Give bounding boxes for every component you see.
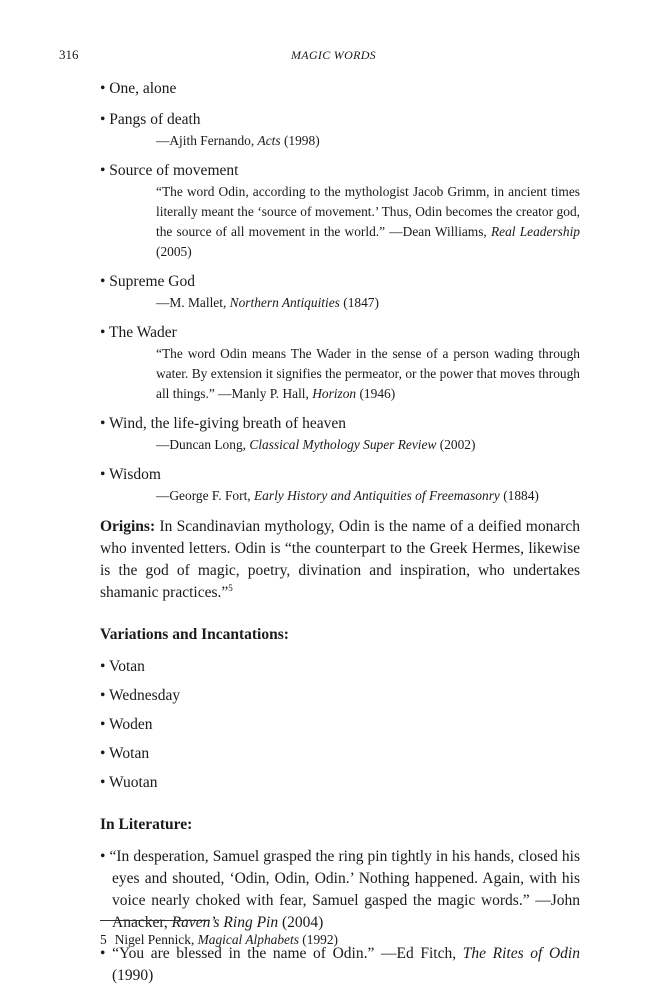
citation-text: —George F. Fort, <box>156 488 254 503</box>
variation-item: • Woden <box>100 716 153 733</box>
list-item <box>100 413 580 455</box>
citation <box>156 131 580 151</box>
citation-text: “The word Odin, according to the mythologist Jacob Grimm, in ancient times literally meant the ‘source of movement.’ Thus, Odin becomes the creator god, the source of all movement in the world.” —Dean Williams, <box>156 184 580 239</box>
citation-text: —M. Mallet, <box>156 295 230 310</box>
meaning-term: • Wind, the life-giving breath of heaven <box>100 415 346 432</box>
page-number: 316 <box>59 47 79 62</box>
footnote-number: 5 <box>100 932 107 947</box>
meaning-term: • The Wader <box>100 324 177 341</box>
citation-source: Classical Mythology Super Review <box>249 437 437 452</box>
list-item <box>100 160 580 262</box>
citation <box>156 435 580 455</box>
literature-text: • “In desperation, Samuel grasped the ring pin tightly in his hands, closed his eyes and shouted, ‘Odin, Odin, Odin.’ Nothing happened. Again, with his voice nearly choked with fear, Samuel gasped the magic words.” —John Anacker, <box>100 848 580 931</box>
list-item <box>100 271 580 313</box>
citation-source: Real Leadership <box>490 224 580 239</box>
literature-year: (1990) <box>112 967 154 984</box>
literature-item <box>100 943 580 987</box>
origins-paragraph <box>100 516 580 604</box>
meaning-term: • Source of movement <box>100 162 239 179</box>
citation <box>156 486 580 506</box>
citation-year: (2005) <box>156 244 192 259</box>
citation-text: —Ajith Fernando, <box>156 133 258 148</box>
citation-year: (1884) <box>499 488 539 503</box>
citation-text: “The word Odin means The Wader in the sense of a person wading through water. By extension it signifies the permeator, or the power that moves through all things.” —Manly P. Hall, <box>156 346 580 401</box>
citation-source: Early History and Antiquities of Freemasonry <box>254 488 500 503</box>
meaning-term: • Pangs of death <box>100 111 201 128</box>
variation-item: • Wuotan <box>100 774 158 791</box>
running-title: MAGIC WORDS <box>291 48 376 62</box>
citation-year: (1847) <box>339 295 379 310</box>
variations-heading: Variations and Incantations: <box>100 626 289 643</box>
variation-item: • Wotan <box>100 745 150 762</box>
list-item <box>100 464 580 506</box>
citation-source: Northern Antiquities <box>229 295 340 310</box>
citation-year: (2002) <box>436 437 476 452</box>
literature-heading: In Literature: <box>100 816 193 833</box>
literature-text: • “You are blessed in the name of Odin.” —Ed Fitch, <box>100 945 463 962</box>
footnote-source: Magical Alphabets <box>197 932 299 947</box>
origins-text: In Scandinavian mythology, Odin is the name of a deified monarch who invented letters. Odin is “the counterpart to the Greek Hermes, likewise is the god of magic, poetry, divination and inspiration, who undertakes shamanic practices.” <box>100 518 580 601</box>
citation-year: (1946) <box>356 386 396 401</box>
list-item <box>100 109 580 151</box>
meaning-term: • Supreme God <box>100 273 195 290</box>
citation <box>156 344 580 404</box>
footnote <box>100 932 338 948</box>
citation-source: Horizon <box>312 386 357 401</box>
meaning-term: • Wisdom <box>100 466 161 483</box>
page-body <box>100 78 580 996</box>
literature-source: The Rites of Odin <box>462 945 580 962</box>
citation-text: —Duncan Long, <box>156 437 250 452</box>
footnote-author: Nigel Pennick, <box>114 932 198 947</box>
citation-source: Acts <box>257 133 281 148</box>
literature-year: (2004) <box>278 914 324 931</box>
list-item <box>100 78 580 100</box>
variation-item: • Wednesday <box>100 687 181 704</box>
list-item <box>100 322 580 404</box>
variation-item: • Votan <box>100 658 145 675</box>
footnote-divider <box>100 920 210 921</box>
citation <box>156 293 580 313</box>
page-header <box>0 47 667 67</box>
meaning-term: • One, alone <box>100 80 177 97</box>
citation <box>156 182 580 262</box>
citation-year: (1998) <box>280 133 320 148</box>
footnote-ref: 5 <box>228 582 233 593</box>
literature-source: Raven’s Ring Pin <box>171 914 279 931</box>
footnote-year: (1992) <box>298 932 338 947</box>
origins-label: Origins: <box>100 518 156 535</box>
